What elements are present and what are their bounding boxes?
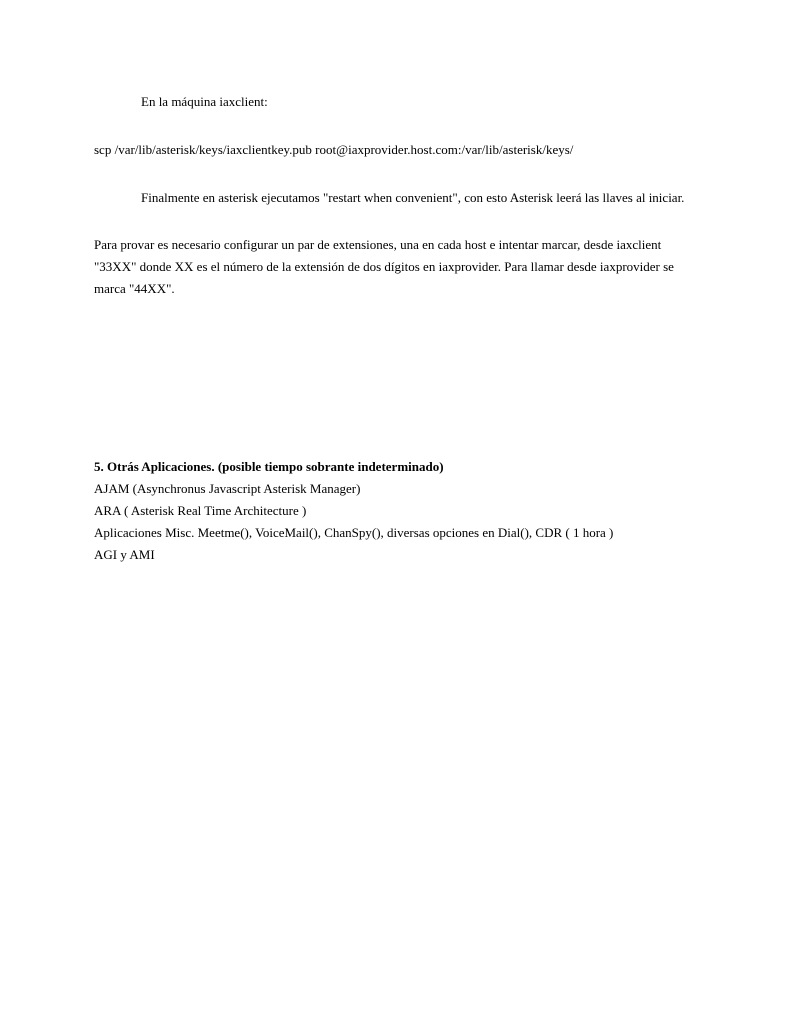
section-heading: 5. Otrás Aplicaciones. (posible tiempo sobrante indeterminado) [94, 459, 444, 474]
list-item: AJAM (Asynchronus Javascript Asterisk Manager) [94, 481, 361, 496]
restart-note: Finalmente en asterisk ejecutamos "restart when convenient", con esto Asterisk leerá las llaves al iniciar. [141, 190, 685, 205]
scp-command: scp /var/lib/asterisk/keys/iaxclientkey.pub root@iaxprovider.host.com:/var/lib/asterisk/keys/ [94, 142, 574, 157]
list-item: ARA ( Asterisk Real Time Architecture ) [94, 503, 307, 518]
list-item: Aplicaciones Misc. Meetme(), VoiceMail(), ChanSpy(), diversas opciones en Dial(), CDR ( 1 hora ) [94, 525, 614, 540]
test-paragraph-line: "33XX" donde XX es el número de la extensión de dos dígitos en iaxprovider. Para llamar desde iaxprovider se [94, 259, 674, 274]
test-paragraph-line: Para provar es necesario configurar un par de extensiones, una en cada host e intentar marcar, desde iaxclient [94, 237, 662, 252]
list-item: AGI y AMI [94, 547, 155, 562]
test-paragraph-line: marca "44XX". [94, 281, 175, 296]
machine-label: En la máquina iaxclient: [141, 94, 268, 109]
